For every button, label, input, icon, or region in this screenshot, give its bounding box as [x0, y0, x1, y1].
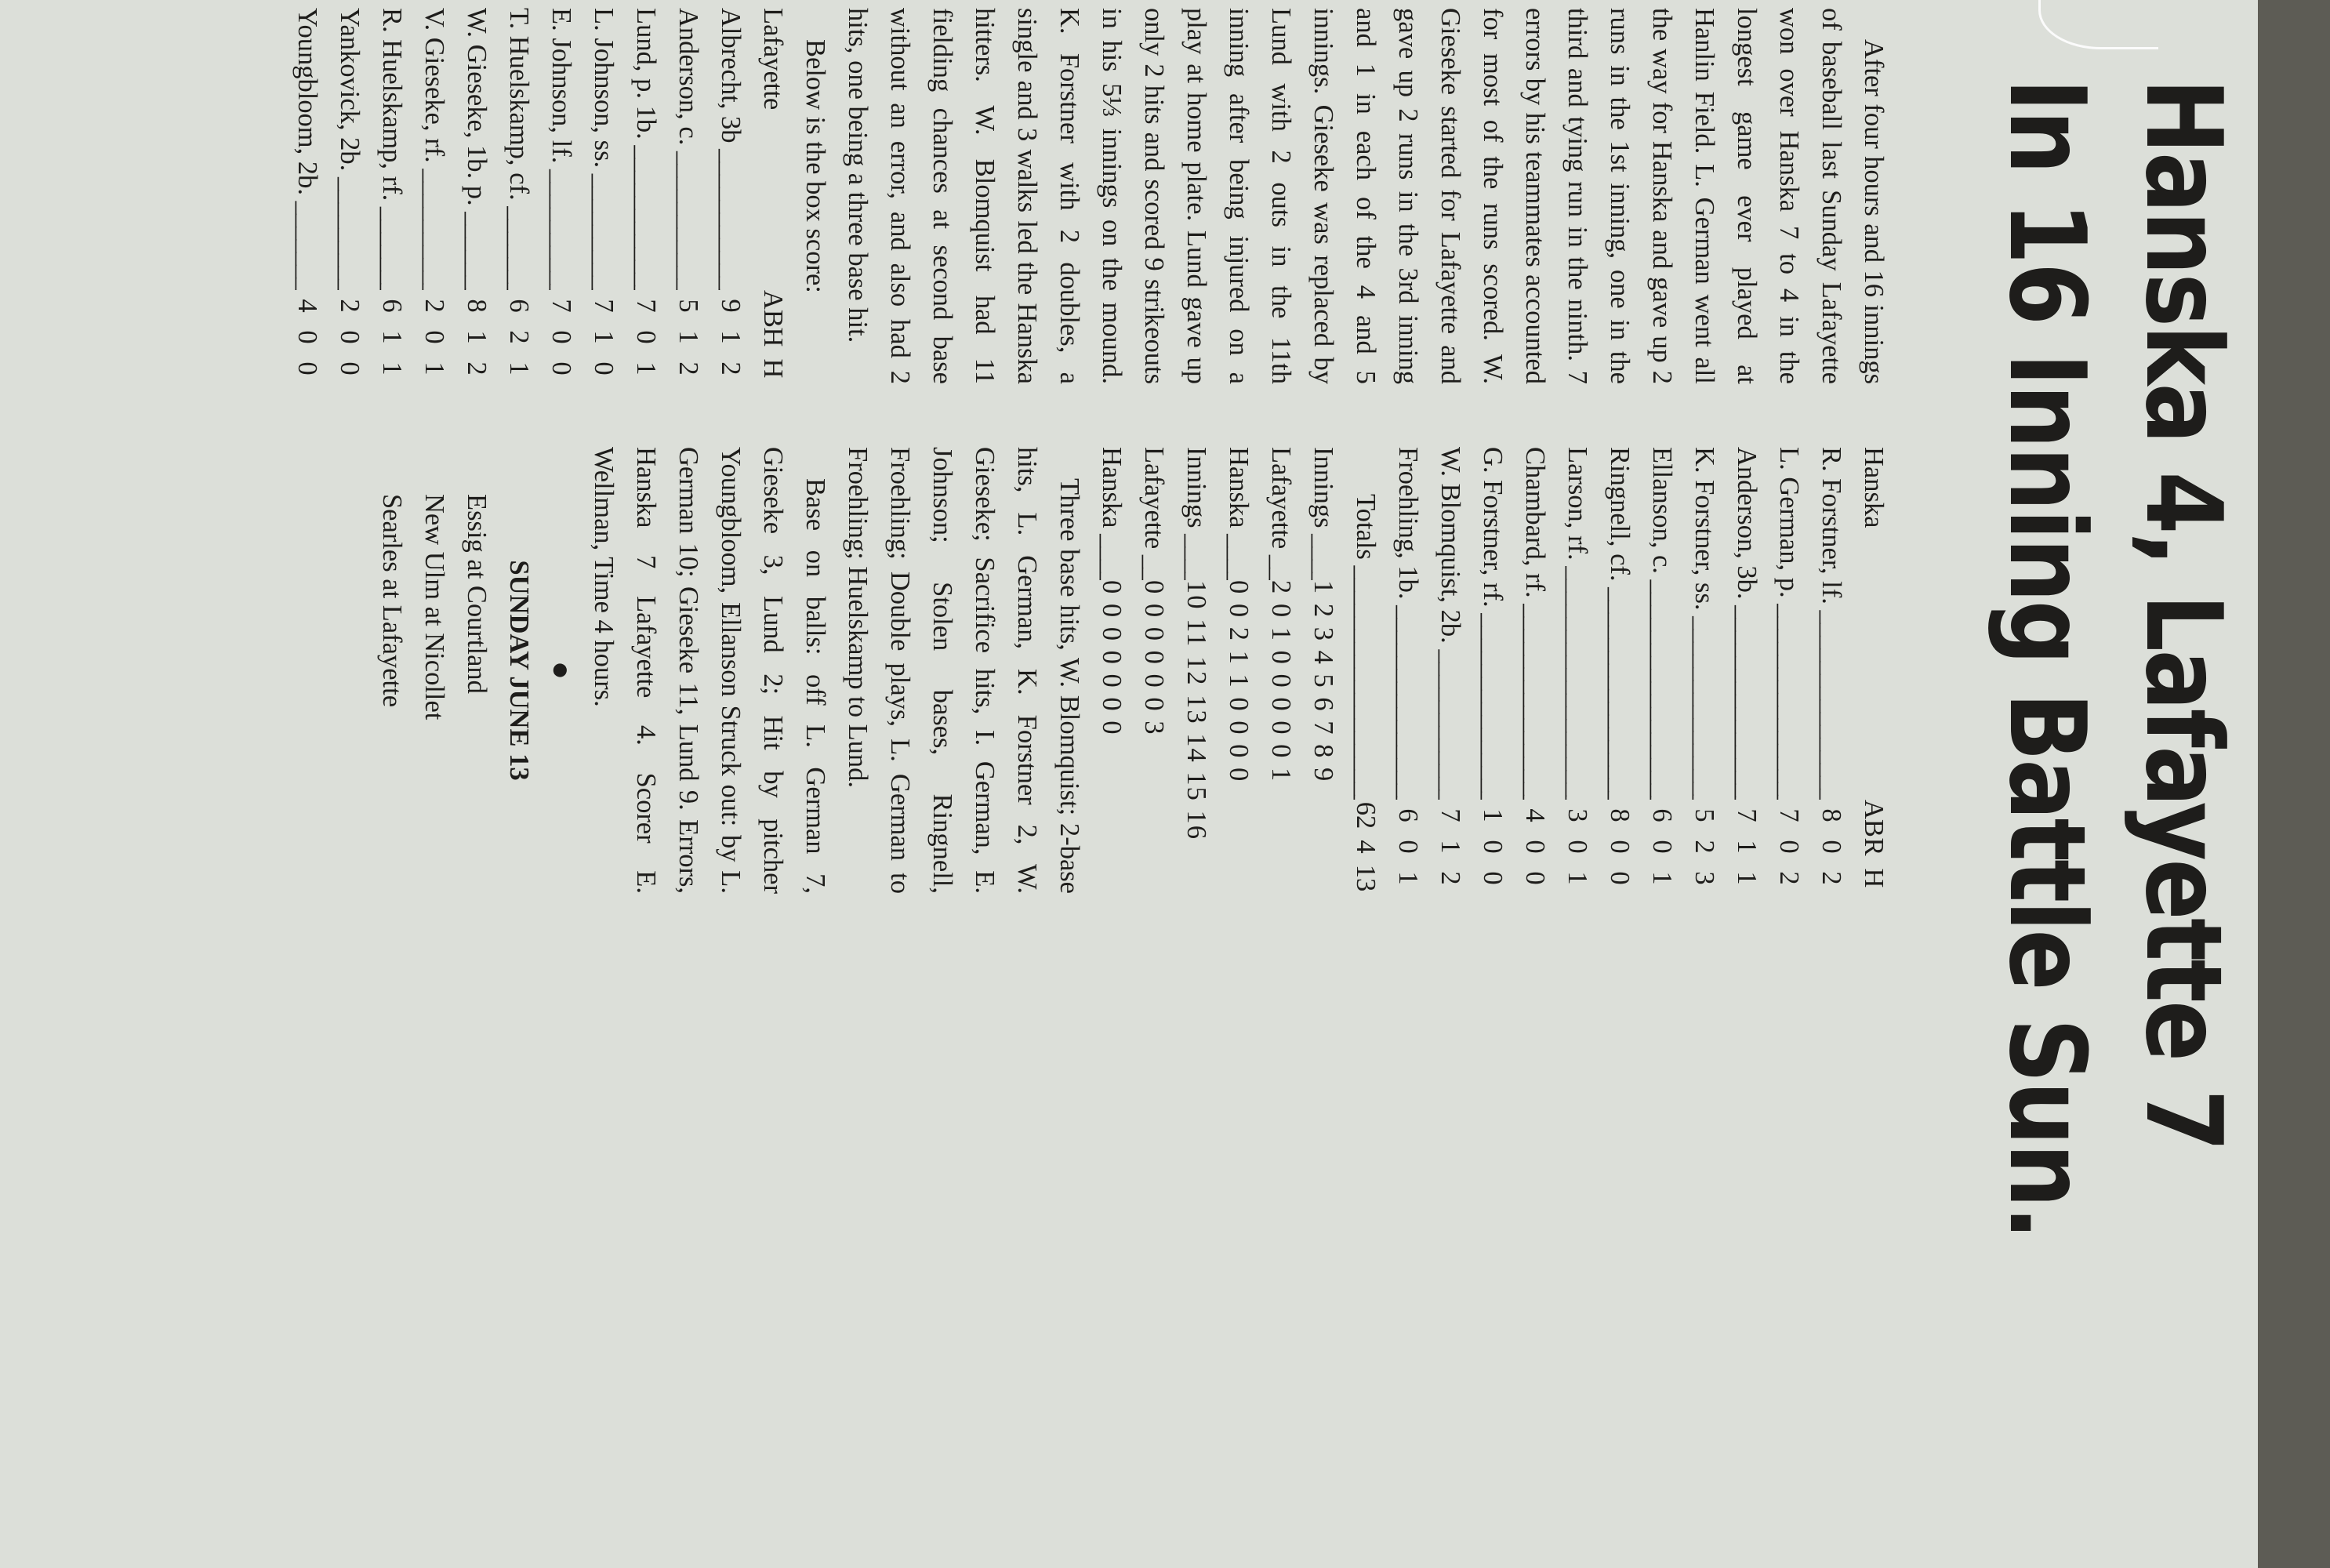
lafayette-team-name: Lafayette	[758, 8, 788, 111]
schedule-item: Essig at Courtland	[462, 494, 492, 694]
table-row	[1599, 447, 1641, 894]
col-header-ab: AB	[758, 290, 788, 328]
line-score-lafayette-10-16	[1133, 447, 1175, 894]
stat-h: 1	[1732, 871, 1762, 885]
stat-r: 2	[504, 330, 534, 344]
stat-ab: 7	[1774, 808, 1804, 822]
player-name: Chambard, rf. _____	[1514, 447, 1556, 800]
table-row	[1387, 447, 1429, 894]
col-header-r: R	[1859, 837, 1889, 856]
player-name: L. Johnson, ss. _____	[582, 8, 625, 290]
hanska-label: Hanska _____	[1218, 447, 1260, 580]
line-score-hanska-10-16	[1091, 447, 1133, 894]
innings-numbers: 10 11 12 13 14 15 16	[1181, 580, 1211, 840]
stat-r: 0	[335, 330, 365, 344]
stat-ab: 7	[1732, 808, 1762, 822]
lafayette-header-row	[752, 8, 794, 384]
table-row	[498, 8, 540, 384]
stat-h: 1	[504, 361, 534, 376]
player-name: Ellanson, c. _____	[1641, 447, 1683, 800]
player-name: V. Gieseke, rf. _____	[413, 8, 455, 290]
table-row	[1641, 447, 1683, 894]
stat-ab: 4	[1520, 808, 1550, 822]
stat-h: 2	[462, 361, 492, 376]
stat-ab: 7	[589, 299, 619, 313]
table-row	[371, 8, 413, 384]
player-name: Ringnell, cf. _____	[1599, 447, 1641, 800]
hanska-runs: 0 0 2 1 1 0 0 0 0	[1224, 580, 1254, 783]
line-score-lafayette-1-9	[1260, 447, 1302, 894]
bullet-separator-icon: ●	[544, 660, 579, 681]
player-name: Larson, rf. _____	[1556, 447, 1599, 800]
total-r: 4	[1351, 840, 1381, 854]
table-row	[1810, 447, 1853, 894]
stat-h: 0	[1520, 871, 1550, 885]
stat-h: 0	[1605, 871, 1635, 885]
stat-h: 0	[546, 361, 576, 376]
table-row	[1514, 447, 1556, 894]
stat-r: 0	[1816, 840, 1846, 854]
player-name: K. Forstner, ss. _____	[1683, 447, 1726, 800]
player-name: E. Johnson, lf. _____	[540, 8, 582, 290]
total-h: 13	[1351, 864, 1381, 892]
lafayette-label: Lafayette _____	[1260, 447, 1302, 580]
table-row	[1683, 447, 1726, 894]
stat-h: 1	[1393, 871, 1423, 885]
player-name: Youngbloom, 2b. _____	[286, 8, 328, 290]
stat-h: 1	[631, 361, 661, 376]
stat-r: 0	[546, 330, 576, 344]
stat-h: 2	[1774, 871, 1804, 885]
col-header-ab: AB	[1859, 800, 1889, 837]
totals-row	[1345, 447, 1387, 894]
stat-ab: 6	[1647, 808, 1677, 822]
stat-r: 0	[419, 330, 449, 344]
table-row	[625, 8, 667, 384]
stat-r: 1	[673, 330, 703, 344]
player-name: Anderson, 3b. _____	[1726, 447, 1768, 800]
player-name: W. Blomquist, 2b. _____	[1429, 447, 1472, 800]
story-paragraph: After four hours and 16 innings of baseball last Sunday Lafayette won over Hanska 7 to 4 in the longest game ever played at Hanlin Field. L. German went all the way for Hanska and gave up 2 runs in the 1st inning, one in the third and tying run in the ninth. 7 errors by his teammates accounted for most of the runs scored. W. Gieseke started for Lafayette and gave up 2 runs in the 3rd inning and 1 in each of the 4 and 5 innings. Gieseke was replaced by Lund with 2 outs in the 11th inning after being injured on a play at home plate. Lund gave up only 2 hits and scored 9 strikeouts in his 5⅓ innings on the mound. K. Forstner with 2 doubles, a single and 3 walks led the Hanska hitters. W. Blomquist had 11 fielding chances at second base without an error, and also had 2 hits, one being a three base hit.	[843, 8, 1889, 384]
pitching-summary: Base on balls: off L. German 7, Gieseke 3, Lund 2; Hit by pitcher Youngbloom, Ellanson Struck out: by L. German 10; Gieseke 11, Lund 9. Errors, Hanska 7 Lafayette 4. Scorer E. Wellman, Time 4 hours.	[589, 447, 830, 894]
story-column	[286, 8, 1895, 384]
col-header-h2: H	[758, 358, 788, 379]
player-name: Yankovick, 2b. _____	[328, 8, 371, 290]
hanska-team-name: Hanska	[1859, 447, 1889, 528]
stat-r: 0	[292, 330, 322, 344]
stat-r: 1	[1435, 840, 1465, 854]
lafayette-label: Lafayette _____	[1133, 447, 1175, 580]
stat-h: 1	[1647, 871, 1677, 885]
stat-ab: 3	[1562, 808, 1592, 822]
stat-ab: 7	[631, 299, 661, 313]
player-name: R. Forstner, lf. _____	[1810, 447, 1853, 800]
stat-r: 1	[589, 330, 619, 344]
player-name: Anderson, c. _____	[667, 8, 710, 290]
stat-h: 3	[1689, 871, 1719, 885]
table-row	[1429, 447, 1472, 894]
totals-label: Totals _____	[1345, 447, 1387, 800]
stat-h: 1	[377, 361, 407, 376]
player-name: R. Huelskamp, rf. _____	[371, 8, 413, 290]
stat-r: 0	[1478, 840, 1508, 854]
stat-ab: 7	[546, 299, 576, 313]
table-row	[328, 8, 371, 384]
lafayette-runs: 0 0 0 0 0 0 3	[1139, 580, 1169, 736]
stat-r: 1	[1732, 840, 1762, 854]
stat-r: 0	[1647, 840, 1677, 854]
player-name: T. Huelskamp, cf. _____	[498, 8, 540, 290]
hanska-label: Hanska _____	[1091, 447, 1133, 580]
stat-h: 2	[1435, 871, 1465, 885]
player-name: W. Gieseke, 1b. p. _____	[455, 8, 498, 290]
stat-h: 0	[292, 361, 322, 376]
line-score-hanska-1-9	[1218, 447, 1260, 894]
stat-h: 1	[419, 361, 449, 376]
stat-h: 0	[1478, 871, 1508, 885]
box-score-column	[371, 447, 1895, 894]
table-row	[1726, 447, 1768, 894]
stat-h: 1	[1562, 871, 1592, 885]
col-header-h1: H	[758, 327, 788, 347]
stat-r: 0	[1774, 840, 1804, 854]
stat-ab: 4	[292, 299, 322, 313]
stat-r: 0	[1605, 840, 1635, 854]
headline-line-1: Hanska 4, Lafayette 7	[2122, 78, 2245, 1150]
stat-ab: 5	[1689, 808, 1719, 822]
stat-r: 0	[1393, 840, 1423, 854]
total-ab: 62	[1351, 801, 1381, 829]
table-row	[540, 8, 582, 384]
stat-ab: 1	[1478, 808, 1508, 822]
innings-label: Innings _____	[1302, 447, 1345, 580]
headline-line-2: In 16 Inning Battle Sun.	[1986, 78, 2108, 1239]
player-name: Froehling, 1b. _____	[1387, 447, 1429, 800]
stat-r: 0	[1520, 840, 1550, 854]
stat-ab: 6	[504, 299, 534, 313]
player-name: L. German, p. _____	[1768, 447, 1810, 800]
stat-h: 2	[716, 361, 746, 376]
table-row	[413, 8, 455, 384]
table-row	[286, 8, 328, 384]
stat-ab: 5	[673, 299, 703, 313]
stat-ab: 2	[419, 299, 449, 313]
stat-h: 2	[673, 361, 703, 376]
stat-r: 1	[377, 330, 407, 344]
stat-ab: 6	[377, 299, 407, 313]
table-row	[455, 8, 498, 384]
stat-ab: 8	[462, 299, 492, 313]
innings-numbers: 1 2 3 4 5 6 7 8 9	[1308, 580, 1338, 783]
player-name: Albrecht, 3b _____	[710, 8, 752, 290]
box-score-intro: Below is the box score:	[800, 39, 830, 293]
stat-h: 0	[589, 361, 619, 376]
stat-r: 0	[1562, 840, 1592, 854]
hanska-runs: 0 0 0 0 0 0 0	[1097, 580, 1127, 736]
stat-ab: 8	[1816, 808, 1846, 822]
stat-h: 2	[1816, 871, 1846, 885]
table-row	[1556, 447, 1599, 894]
col-header-h: H	[1859, 868, 1889, 888]
table-row	[710, 8, 752, 384]
lafayette-runs: 2 0 1 0 0 0 0 0 1	[1266, 580, 1296, 783]
stat-ab: 2	[335, 299, 365, 313]
stat-ab: 6	[1393, 808, 1423, 822]
schedule-item: New Ulm at Nicollet	[419, 494, 449, 720]
line-score-innings-10-16	[1175, 447, 1218, 894]
player-name: G. Forstner, rf. _____	[1472, 447, 1514, 800]
table-row	[667, 8, 710, 384]
stat-r: 1	[716, 330, 746, 344]
schedule-item: Searles at Lafayette	[377, 494, 407, 708]
player-name: Lund, p. 1b. _____	[625, 8, 667, 290]
stat-h: 0	[335, 361, 365, 376]
stat-ab: 7	[1435, 808, 1465, 822]
stat-r: 0	[631, 330, 661, 344]
innings-label: Innings _____	[1175, 447, 1218, 580]
table-row	[582, 8, 625, 384]
headline	[1963, 78, 2245, 1265]
stat-r: 2	[1689, 840, 1719, 854]
line-score-innings-1-9	[1302, 447, 1345, 894]
stat-r: 1	[462, 330, 492, 344]
hanska-header-row	[1853, 447, 1895, 894]
stat-ab: 8	[1605, 808, 1635, 822]
stat-ab: 9	[716, 299, 746, 313]
game-summary: Three base hits, W. Blomquist; 2-base hits, L. German, K. Forstner 2, W. Gieseke; Sacrifice hits, I. German, E. Johnson; Stolen bases, Ringnell, Froehling; Double plays, L. German to Froehling; Huelskamp to Lund.	[843, 447, 1084, 894]
table-row	[1472, 447, 1514, 894]
schedule-heading: SUNDAY JUNE 13	[504, 560, 534, 781]
table-row	[1768, 447, 1810, 894]
